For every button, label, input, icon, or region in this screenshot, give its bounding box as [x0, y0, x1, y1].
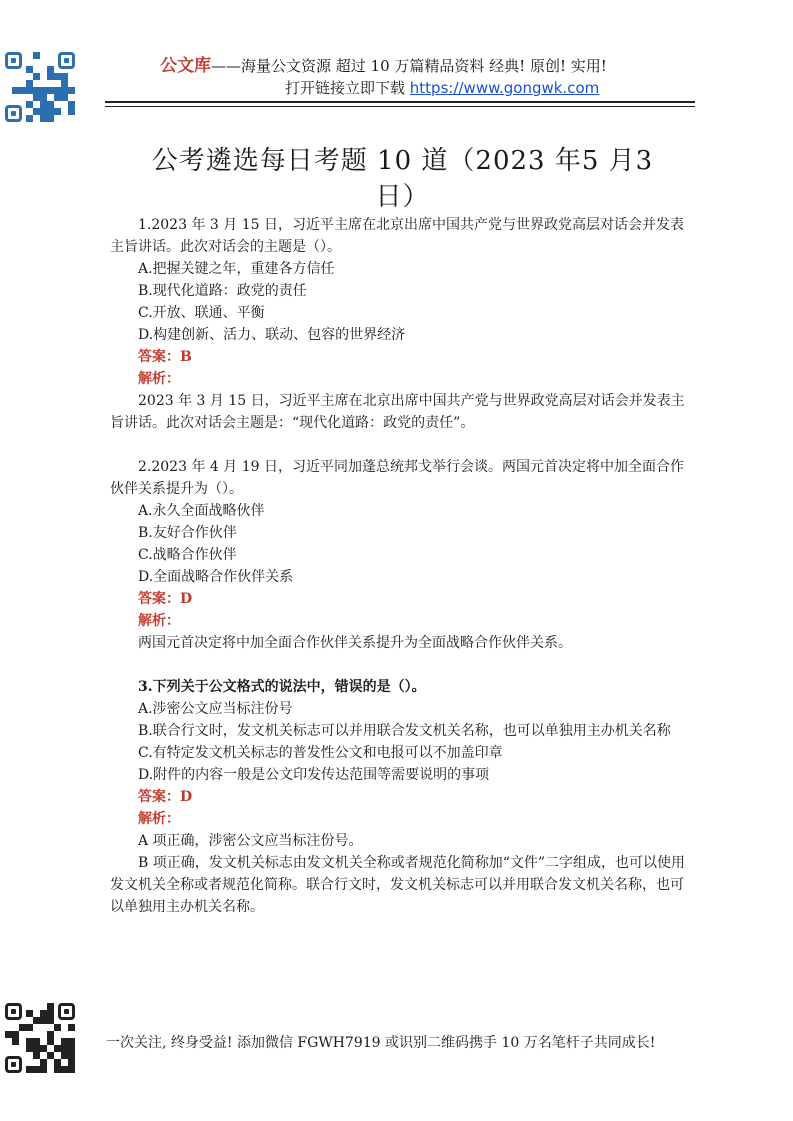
qr-module: [33, 1045, 40, 1052]
option-c: C.有特定发文机关标志的普发性公文和电报可以不加盖印章: [138, 745, 503, 761]
qr-module: [54, 1052, 61, 1059]
qr-module: [47, 59, 54, 66]
option-c: C.战略合作伙伴: [138, 547, 237, 563]
qr-module: [19, 73, 26, 80]
analysis-text: 两国元首决定将中加全面合作伙伴关系提升为全面战略合作伙伴关系。: [138, 635, 572, 651]
qr-module: [54, 1066, 61, 1073]
question-number: 2.: [138, 459, 152, 475]
qr-module: [40, 1010, 47, 1017]
question-text: 2023 年 3 月 15 日，习近平主席在北京出席中国共产党与世界政党高层对话会并发表主旨讲话。此次对话会的主题是（）。: [110, 217, 684, 255]
qr-module: [47, 1031, 54, 1038]
qr-module: [40, 80, 47, 87]
qr-module: [47, 73, 54, 80]
qr-module: [26, 1038, 33, 1045]
qr-finder-icon: [5, 105, 22, 122]
qr-module: [26, 1052, 33, 1059]
qr-module: [68, 1031, 75, 1038]
qr-module: [12, 94, 19, 101]
qr-module: [68, 108, 75, 115]
qr-module: [47, 115, 54, 122]
qr-finder-icon: [5, 52, 22, 69]
qr-module: [40, 73, 47, 80]
qr-module: [47, 1059, 54, 1066]
qr-module: [40, 59, 47, 66]
qr-module: [40, 87, 47, 94]
qr-module: [5, 94, 12, 101]
qr-module: [26, 108, 33, 115]
qr-module: [68, 1038, 75, 1045]
qr-module: [47, 108, 54, 115]
qr-module: [40, 1059, 47, 1066]
qr-module: [68, 87, 75, 94]
qr-module: [5, 1031, 12, 1038]
option-b: B.现代化道路：政党的责任: [138, 283, 307, 299]
qr-module: [12, 80, 19, 87]
qr-module: [54, 87, 61, 94]
question-list: [110, 214, 695, 918]
option-d: D.附件的内容一般是公文印发传达范围等需要说明的事项: [138, 767, 490, 783]
qr-module: [68, 1024, 75, 1031]
qr-module: [54, 101, 61, 108]
qr-module: [19, 1031, 26, 1038]
page-title: 公考遴选每日考题 10 道（2023 年5 月3 日）: [151, 146, 654, 212]
qr-module: [26, 1059, 33, 1066]
qr-module: [26, 1010, 33, 1017]
qr-module: [61, 73, 68, 80]
qr-module: [40, 115, 47, 122]
qr-module: [40, 1038, 47, 1045]
qr-module: [33, 1059, 40, 1066]
answer-label: 答案：D: [138, 789, 193, 805]
qr-module: [12, 1038, 19, 1045]
qr-module: [12, 1045, 19, 1052]
qr-module: [47, 1024, 54, 1031]
qr-module: [19, 1045, 26, 1052]
qr-module: [26, 66, 33, 73]
qr-module: [33, 1066, 40, 1073]
qr-module: [33, 87, 40, 94]
qr-module: [40, 1003, 47, 1010]
qr-module: [68, 1045, 75, 1052]
qr-module: [61, 1031, 68, 1038]
header-download-line: [285, 77, 599, 98]
qr-module: [40, 52, 47, 59]
qr-module: [40, 1024, 47, 1031]
qr-module: [61, 1059, 68, 1066]
qr-module: [26, 1066, 33, 1073]
qr-module: [26, 73, 33, 80]
header-tagline-line: [160, 51, 607, 76]
qr-module: [40, 108, 47, 115]
qr-module: [26, 52, 33, 59]
qr-module: [54, 1059, 61, 1066]
qr-module: [5, 87, 12, 94]
qr-module: [33, 1010, 40, 1017]
qr-module: [19, 1024, 26, 1031]
qr-module: [40, 1017, 47, 1024]
option-b: B.友好合作伙伴: [138, 525, 237, 541]
qr-module: [33, 73, 40, 80]
website-link[interactable]: https://www.gongwk.com: [409, 79, 600, 97]
question-text: 下列关于公文格式的说法中，错误的是（）。: [152, 679, 426, 695]
qr-module: [33, 1052, 40, 1059]
download-prefix: 打开链接立即下载: [285, 79, 410, 97]
qr-module: [47, 1003, 54, 1010]
footer-promo-text: 一次关注, 终身受益! 添加微信 FGWH7919 或识别二维码携手 10 万名笔杆子共同成长!: [106, 1035, 656, 1051]
option-d: D.全面战略合作伙伴关系: [138, 569, 294, 585]
qr-finder-icon: [5, 1003, 22, 1020]
analysis-text: A 项正确，涉密公文应当标注份号。: [138, 833, 363, 849]
qr-module: [68, 1059, 75, 1066]
qr-module: [26, 94, 33, 101]
qr-module: [26, 1045, 33, 1052]
qr-module: [54, 73, 61, 80]
qr-module: [33, 52, 40, 59]
qr-module: [19, 87, 26, 94]
brand-name: 公文库: [160, 56, 211, 76]
qr-module: [40, 1031, 47, 1038]
qr-finder-icon: [58, 1003, 75, 1020]
qr-finder-icon: [58, 52, 75, 69]
qr-module: [26, 87, 33, 94]
question-text: 2023 年 4 月 19 日，习近平同加蓬总统邦戈举行会谈。两国元首决定将中加全面合作伙伴关系提升为（）。: [110, 459, 684, 497]
qr-module: [26, 101, 33, 108]
qr-module: [68, 101, 75, 108]
qr-module: [54, 115, 61, 122]
qr-module: [54, 1031, 61, 1038]
analysis-label: 解析：: [138, 371, 180, 387]
option-a: A.涉密公文应当标注份号: [138, 701, 293, 717]
header-qr-code-icon[interactable]: [5, 52, 75, 122]
question-2: [110, 456, 695, 500]
qr-module: [61, 1038, 68, 1045]
question-1: [110, 214, 695, 258]
qr-module: [33, 66, 40, 73]
qr-module: [61, 108, 68, 115]
qr-module: [68, 115, 75, 122]
analysis-label: 解析：: [138, 811, 180, 827]
qr-module: [47, 1066, 54, 1073]
qr-module: [12, 73, 19, 80]
question-3: [110, 676, 695, 698]
qr-module: [33, 115, 40, 122]
option-a: A.把握关键之年，重建各方信任: [138, 261, 335, 277]
option-b: B.联合行文时，发文机关标志可以并用联合发文机关名称，也可以单独用主办机关名称: [138, 723, 671, 739]
option-c: C.开放、联通、平衡: [138, 305, 265, 321]
qr-module: [61, 1066, 68, 1073]
qr-module: [61, 1052, 68, 1059]
qr-module: [61, 115, 68, 122]
header-rule-thick: [105, 101, 695, 103]
analysis-label: 解析：: [138, 613, 180, 629]
qr-module: [47, 1017, 54, 1024]
qr-module: [61, 1045, 68, 1052]
qr-module: [61, 94, 68, 101]
qr-module: [26, 1024, 33, 1031]
qr-module: [68, 94, 75, 101]
qr-module: [33, 1003, 40, 1010]
qr-module: [54, 1045, 61, 1052]
qr-module: [26, 1003, 33, 1010]
qr-module: [5, 73, 12, 80]
qr-module: [47, 1045, 54, 1052]
qr-module: [19, 94, 26, 101]
qr-module: [5, 1024, 12, 1031]
qr-module: [40, 1045, 47, 1052]
qr-module: [54, 1024, 61, 1031]
qr-module: [47, 87, 54, 94]
qr-module: [68, 1052, 75, 1059]
qr-module: [33, 1024, 40, 1031]
header-rule-thin: [105, 106, 695, 107]
question-number: 1.: [138, 217, 152, 233]
qr-module: [33, 101, 40, 108]
qr-module: [26, 59, 33, 66]
qr-module: [12, 1024, 19, 1031]
qr-module: [33, 94, 40, 101]
qr-module: [61, 87, 68, 94]
qr-module: [19, 1038, 26, 1045]
qr-module: [47, 80, 54, 87]
qr-module: [47, 1010, 54, 1017]
qr-module: [47, 101, 54, 108]
header-tagline: ——海量公文资源 超过 10 万篇精品资料 经典! 原创! 实用!: [211, 57, 607, 75]
qr-module: [26, 80, 33, 87]
answer-label: 答案：B: [138, 349, 192, 365]
qr-module: [61, 80, 68, 87]
qr-module: [47, 66, 54, 73]
qr-module: [26, 1031, 33, 1038]
qr-module: [61, 1024, 68, 1031]
qr-module: [47, 1052, 54, 1059]
qr-module: [12, 1031, 19, 1038]
qr-module: [40, 1052, 47, 1059]
qr-module: [12, 87, 19, 94]
qr-module: [54, 94, 61, 101]
qr-module: [68, 1066, 75, 1073]
qr-module: [33, 80, 40, 87]
qr-module: [54, 80, 61, 87]
qr-module: [33, 59, 40, 66]
qr-module: [19, 80, 26, 87]
qr-module: [54, 1038, 61, 1045]
question-number: 3.: [138, 679, 153, 695]
qr-module: [68, 73, 75, 80]
qr-module: [68, 80, 75, 87]
analysis-text: B 项正确，发文机关标志由发文机关全称或者规范化简称加“文件”二字组成，也可以使用发文机关全称或者规范化简称。联合行文时，发文机关标志可以并用联合发文机关名称，也可以单独用主办机关名称。: [110, 855, 686, 915]
qr-module: [5, 80, 12, 87]
option-d: D.构建创新、活力、联动、包容的世界经济: [138, 327, 406, 343]
qr-module: [40, 1066, 47, 1073]
qr-finder-icon: [5, 1056, 22, 1073]
answer-label: 答案：D: [138, 591, 193, 607]
qr-module: [26, 1017, 33, 1024]
qr-module: [33, 1038, 40, 1045]
qr-module: [40, 66, 47, 73]
qr-module: [47, 52, 54, 59]
analysis-text: 2023 年 3 月 15 日，习近平主席在北京出席中国共产党与世界政党高层对话会并发表主旨讲话。此次对话会主题是：“现代化道路：政党的责任”。: [110, 393, 685, 431]
qr-module: [5, 1038, 12, 1045]
qr-module: [47, 1038, 54, 1045]
option-a: A.永久全面战略伙伴: [138, 503, 265, 519]
qr-module: [33, 1017, 40, 1024]
qr-module: [33, 1031, 40, 1038]
qr-module: [5, 1045, 12, 1052]
qr-module: [26, 115, 33, 122]
footer-qr-code-icon[interactable]: [5, 1003, 75, 1073]
qr-module: [54, 108, 61, 115]
qr-module: [47, 94, 54, 101]
qr-module: [61, 101, 68, 108]
qr-module: [40, 94, 47, 101]
qr-module: [33, 108, 40, 115]
qr-module: [40, 101, 47, 108]
